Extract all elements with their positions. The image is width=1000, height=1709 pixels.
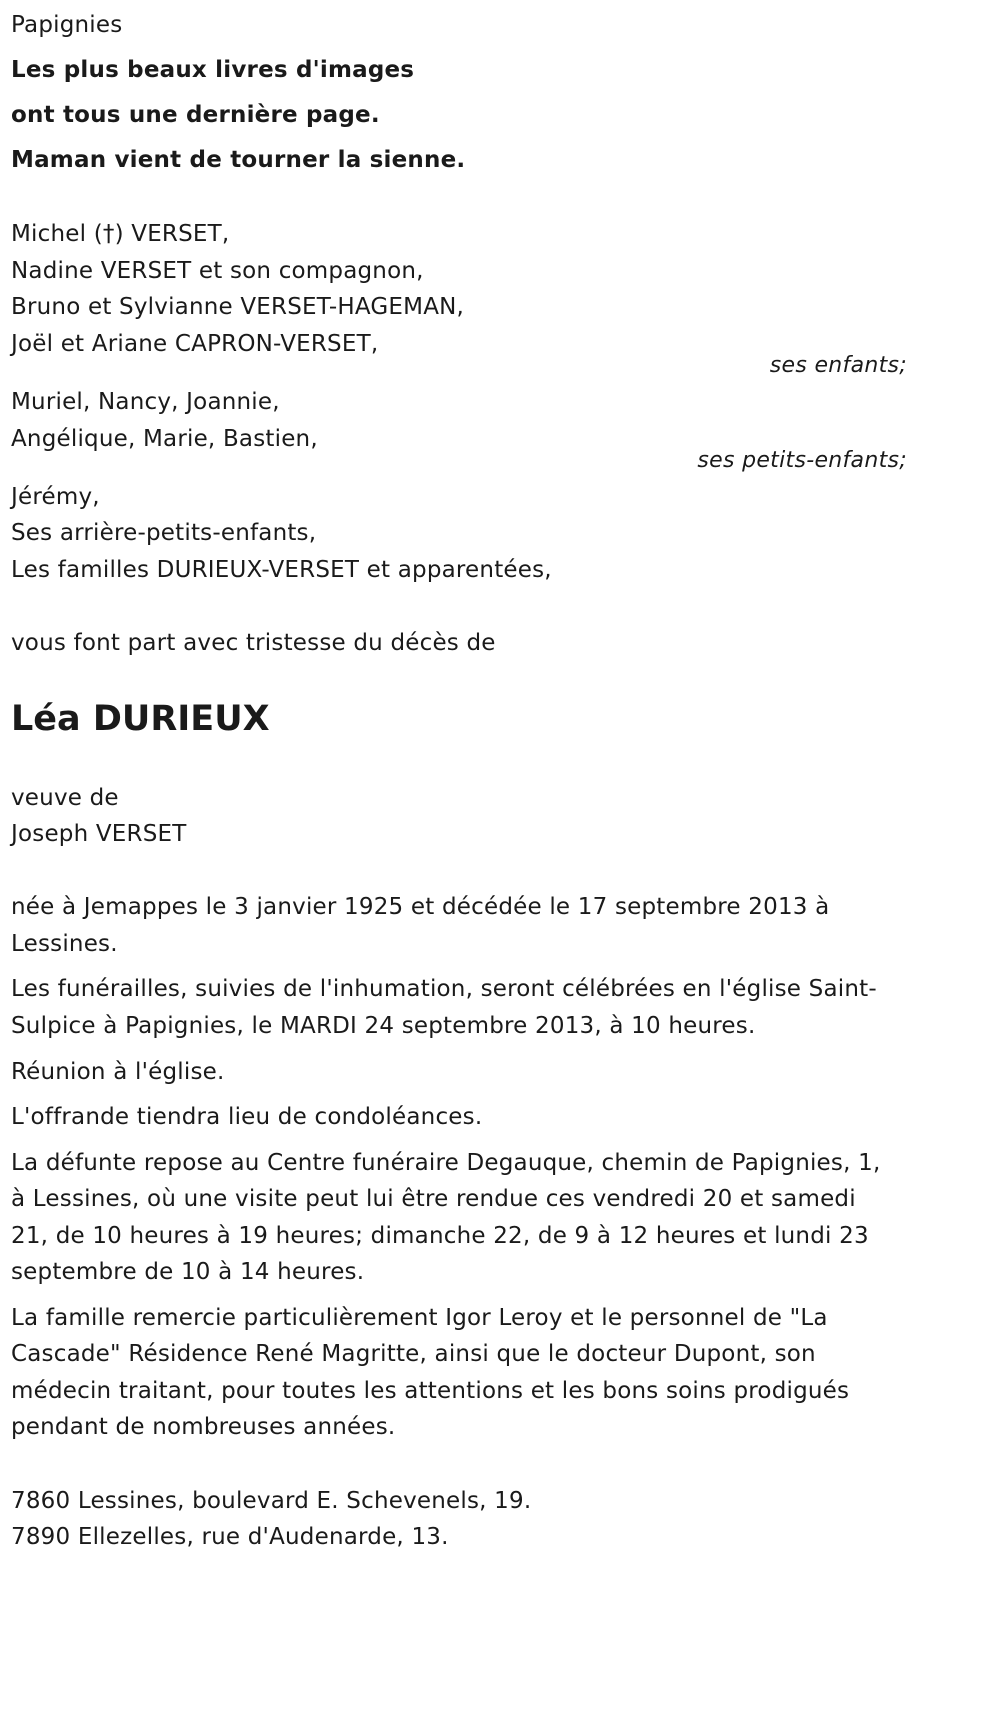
birth-death-line: Lessines.	[11, 931, 118, 957]
visitation-line: 21, de 10 heures à 19 heures; dimanche 22, de 9 à 12 heures et lundi 23	[11, 1223, 869, 1249]
family-line: Jérémy,	[11, 484, 100, 510]
grandchild-line: Muriel, Nancy, Joannie,	[11, 389, 280, 415]
thanks-line: médecin traitant, pour toutes les attentions et les bons soins prodigués	[11, 1378, 850, 1404]
place-name: Papignies	[11, 12, 123, 38]
widow-line: Joseph VERSET	[11, 821, 187, 847]
grandchild-line: Angélique, Marie, Bastien,	[11, 426, 318, 452]
birth-death-line: née à Jemappes le 3 janvier 1925 et décédée le 17 septembre 2013 à	[11, 894, 830, 920]
thanks-line: La famille remercie particulièrement Igor Leroy et le personnel de "La	[11, 1305, 828, 1331]
thanks-line: Cascade" Résidence René Magritte, ainsi que le docteur Dupont, son	[11, 1341, 816, 1367]
child-line: Nadine VERSET et son compagnon,	[11, 258, 424, 284]
child-line: Michel (†) VERSET,	[11, 221, 230, 247]
address-line: 7860 Lessines, boulevard E. Schevenels, 19.	[11, 1488, 532, 1514]
child-line: Joël et Ariane CAPRON-VERSET,	[11, 331, 379, 357]
offering-text: L'offrande tiendra lieu de condoléances.	[11, 1104, 483, 1130]
announcement-text: vous font part avec tristesse du décès de	[11, 630, 496, 656]
widow-line: veuve de	[11, 785, 119, 811]
funeral-line: Les funérailles, suivies de l'inhumation, seront célébrées en l'église Saint-	[11, 976, 877, 1002]
meeting-text: Réunion à l'église.	[11, 1059, 225, 1085]
children-label: ses enfants;	[769, 353, 907, 378]
visitation-line: à Lessines, où une visite peut lui être rendue ces vendredi 20 et samedi	[11, 1186, 856, 1212]
visitation-line: septembre de 10 à 14 heures.	[11, 1259, 365, 1285]
deceased-name: Léa DURIEUX	[11, 699, 270, 739]
grandchildren-label: ses petits-enfants;	[697, 448, 907, 473]
address-line: 7890 Ellezelles, rue d'Audenarde, 13.	[11, 1524, 449, 1550]
thanks-line: pendant de nombreuses années.	[11, 1414, 396, 1440]
poem-line: Les plus beaux livres d'images	[11, 57, 415, 83]
family-line: Les familles DURIEUX-VERSET et apparentées,	[11, 557, 552, 583]
funeral-line: Sulpice à Papignies, le MARDI 24 septembre 2013, à 10 heures.	[11, 1013, 756, 1039]
poem-line: Maman vient de tourner la sienne.	[11, 147, 466, 173]
family-line: Ses arrière-petits-enfants,	[11, 520, 317, 546]
poem-line: ont tous une dernière page.	[11, 102, 380, 128]
child-line: Bruno et Sylvianne VERSET-HAGEMAN,	[11, 294, 465, 320]
visitation-line: La défunte repose au Centre funéraire Degauque, chemin de Papignies, 1,	[11, 1150, 881, 1176]
